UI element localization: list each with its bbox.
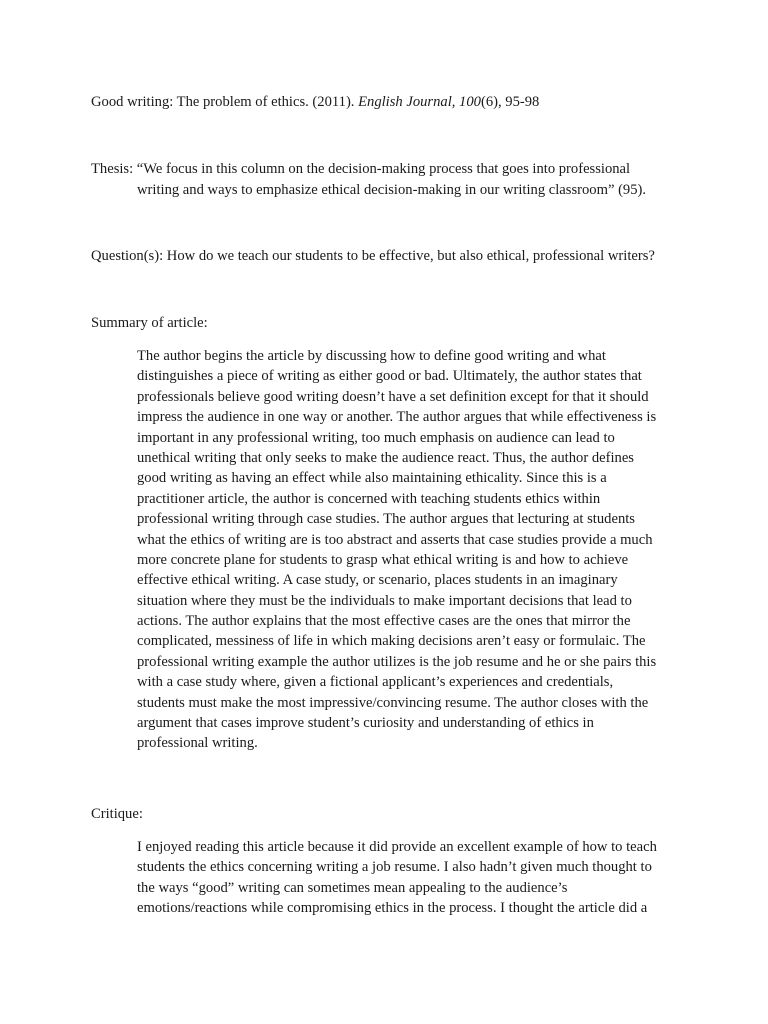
summary-line: effective ethical writing. A case study, or scenario, places students in an imaginary [137,572,618,589]
critique-line: I enjoyed reading this article because it did provide an excellent example of how to teach [137,839,657,855]
summary-line: actions. The author explains that the most effective cases are the ones that mirror the [137,613,631,630]
citation-title: Good writing: The problem of ethics. (2011). [91,94,359,110]
summary-line: professional writing example the author utilizes is the job resume and he or she pairs this [137,653,657,670]
critique-heading: Critique: [91,806,143,822]
question: Question(s): How do we teach our students to be effective, but also ethical, professional writers? [91,248,655,264]
summary-line: The author begins the article by discussing how to define good writing and what [137,348,606,364]
summary-line: unethical writing that only seeks to make the audience react. Thus, the author defines [137,449,634,466]
summary-line: what the ethics of writing are is too abstract and asserts that case studies provide a much [137,531,653,548]
summary-line: complicated, messiness of life in which making decisions aren’t easy or formulaic. The [137,633,646,650]
citation-issue: (6), 95-98 [480,94,540,110]
citation [91,92,539,112]
thesis-line-1: Thesis: “We focus in this column on the decision-making process that goes into professional [91,161,631,177]
summary-line: situation where they must be the individuals to make important decisions that lead to [137,592,632,609]
summary-line: practitioner article, the author is concerned with teaching students ethics within [137,490,601,507]
citation-journal: English Journal, 100 [358,94,481,110]
summary-paragraph [137,346,677,754]
summary-line: distinguishes a piece of writing as either good or bad. Ultimately, the author states that [137,368,642,385]
thesis-line-2: writing and ways to emphasize ethical decision-making in our writing classroom” (95). [137,182,647,198]
summary-line: argument that cases improve student’s curiosity and understanding of ethics in [137,715,594,732]
critique-line: students the ethics concerning writing a job resume. I also hadn’t given much thought to [137,859,652,876]
summary-line: impress the audience in one way or another. The author argues that while effectiveness is [137,409,657,426]
summary-line: students must make the most impressive/convincing resume. The author closes with the [137,694,649,711]
summary-line: important in any professional writing, too much emphasis on audience can lead to [137,429,615,446]
summary-line: with a case study where, given a fictional applicant’s experiences and credentials, [137,674,614,691]
summary-heading: Summary of article: [91,315,208,331]
summary-line: professional writing. [137,735,258,752]
summary-line: professionals believe good writing doesn’t have a set definition except for that it should [137,388,649,405]
critique-paragraph [137,837,677,919]
summary-line: good writing as having an effect while also maintaining ethicality. Since this is a [137,470,607,487]
critique-line: the ways “good” writing can sometimes mean appealing to the audience’s [137,879,568,896]
summary-line: professional writing through case studies. The author argues that lecturing at students [137,511,635,528]
summary-line: more concrete plane for students to grasp what ethical writing is and how to achieve [137,551,629,568]
critique-line: emotions/reactions while compromising ethics in the process. I thought the article did a [137,900,648,917]
